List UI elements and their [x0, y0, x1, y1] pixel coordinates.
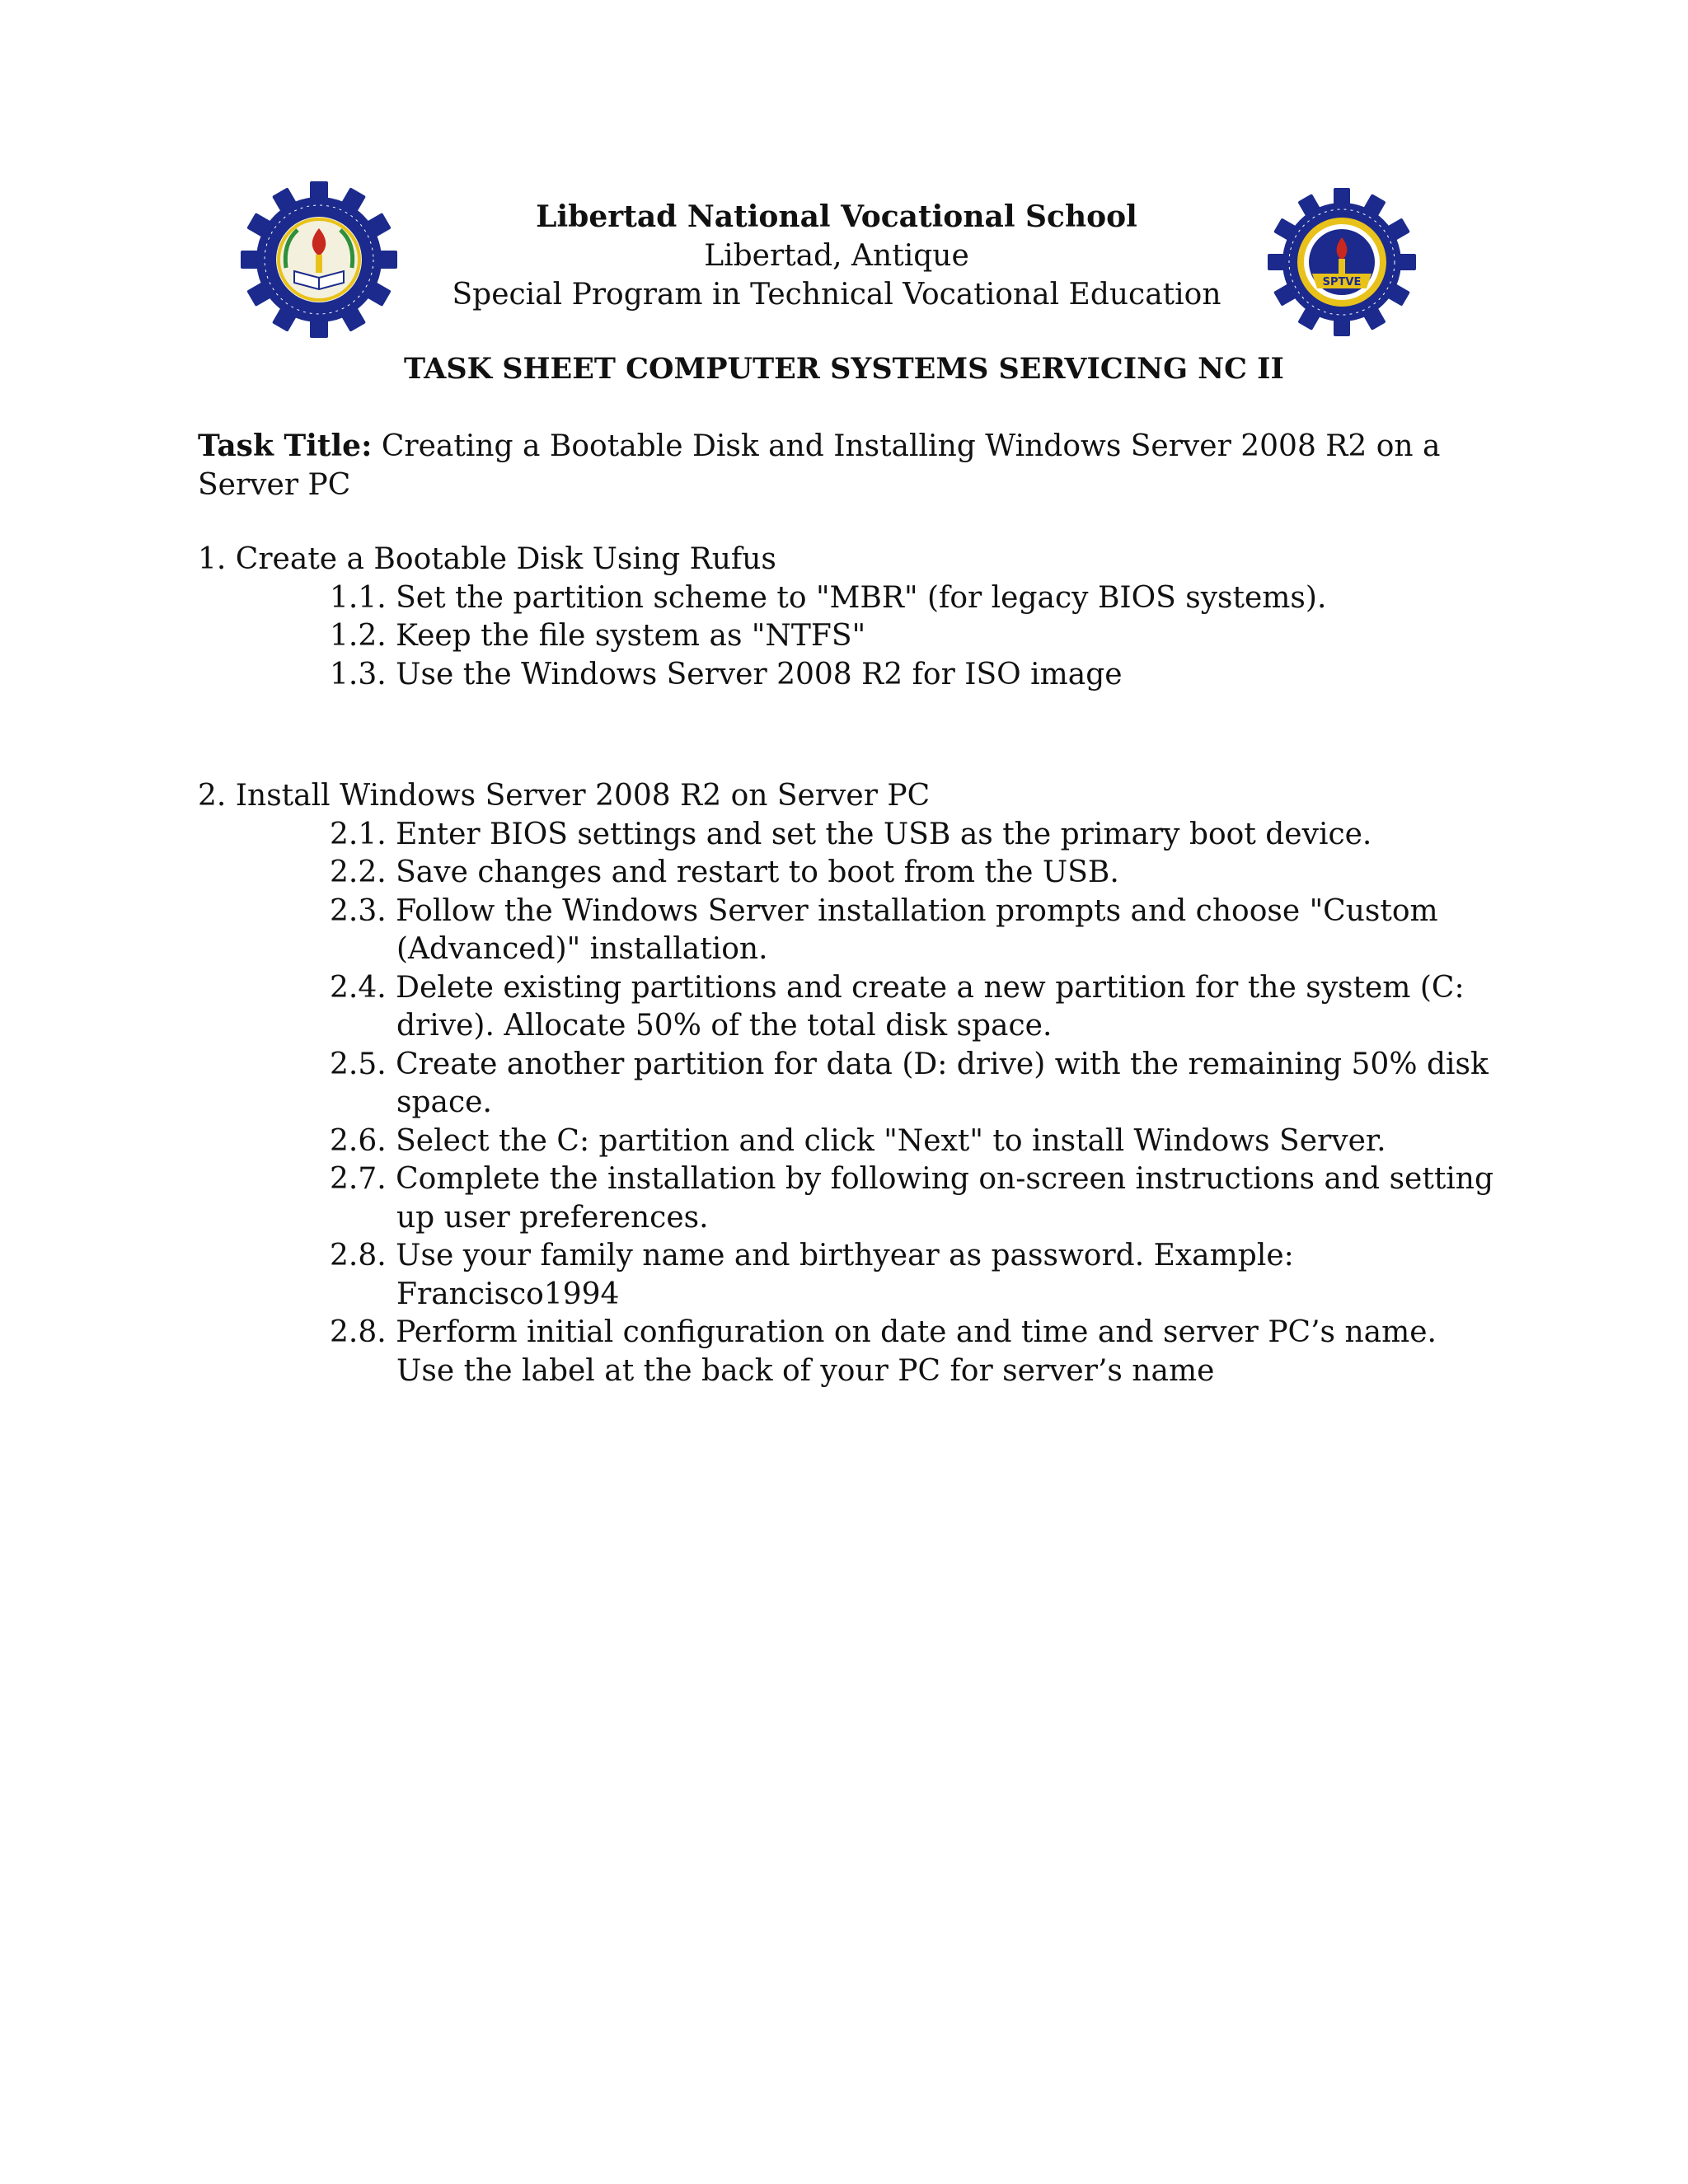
- section-1: [198, 541, 1500, 694]
- school-location: Libertad, Antique: [704, 239, 969, 273]
- task-title-label: Task Title:: [198, 429, 373, 463]
- school-name: Libertad National Vocational School: [536, 199, 1137, 234]
- list-item: 2.7. Complete the installation by following on-screen instructions and setting up user preferences.: [330, 1162, 1494, 1235]
- list-item: 1.2. Keep the file system as "NTFS": [330, 619, 866, 653]
- school-logo-left: [241, 181, 397, 338]
- gear-seal-icon: [241, 181, 397, 338]
- svg-text:SPTVE: SPTVE: [1322, 276, 1362, 288]
- task-title-text: Creating a Bootable Disk and Installing Windows Server 2008 R2 on a Server PC: [198, 429, 1441, 502]
- section-heading: 2. Install Windows Server 2008 R2 on Server PC: [198, 779, 931, 813]
- list-item: 2.3. Follow the Windows Server installation prompts and choose "Custom (Advanced)" installation.: [330, 893, 1438, 966]
- program-name: Special Program in Technical Vocational Education: [452, 278, 1221, 312]
- letterhead: [412, 198, 1261, 314]
- list-item: 2.6. Select the C: partition and click "Next" to install Windows Server.: [330, 1123, 1386, 1158]
- list-item: 2.8. Use your family name and birthyear as password. Example: Francisco1994: [330, 1239, 1294, 1311]
- task-title: [198, 427, 1500, 504]
- section-2: [198, 777, 1500, 1390]
- list-item: 1.1. Set the partition scheme to "MBR" (for legacy BIOS systems).: [330, 580, 1327, 615]
- list-item: 1.3. Use the Windows Server 2008 R2 for ISO image: [330, 657, 1123, 691]
- document-title: TASK SHEET COMPUTER SYSTEMS SERVICING NC II: [404, 352, 1284, 386]
- list-item: 2.1. Enter BIOS settings and set the USB as the primary boot device.: [330, 817, 1372, 851]
- section-heading: 1. Create a Bootable Disk Using Rufus: [198, 542, 776, 576]
- list-item: 2.2. Save changes and restart to boot from the USB.: [330, 855, 1119, 889]
- list-item: 2.4. Delete existing partitions and create a new partition for the system (C: drive). Allocate 50% of the total disk space.: [330, 970, 1465, 1043]
- school-logo-right: [1268, 188, 1416, 336]
- list-item: 2.5. Create another partition for data (D: drive) with the remaining 50% disk space.: [330, 1047, 1489, 1119]
- sptve-seal-icon: [1268, 188, 1416, 336]
- list-item: 2.8. Perform initial configuration on date and time and server PC’s name. Use the label at the back of your PC for server’s name: [330, 1315, 1437, 1388]
